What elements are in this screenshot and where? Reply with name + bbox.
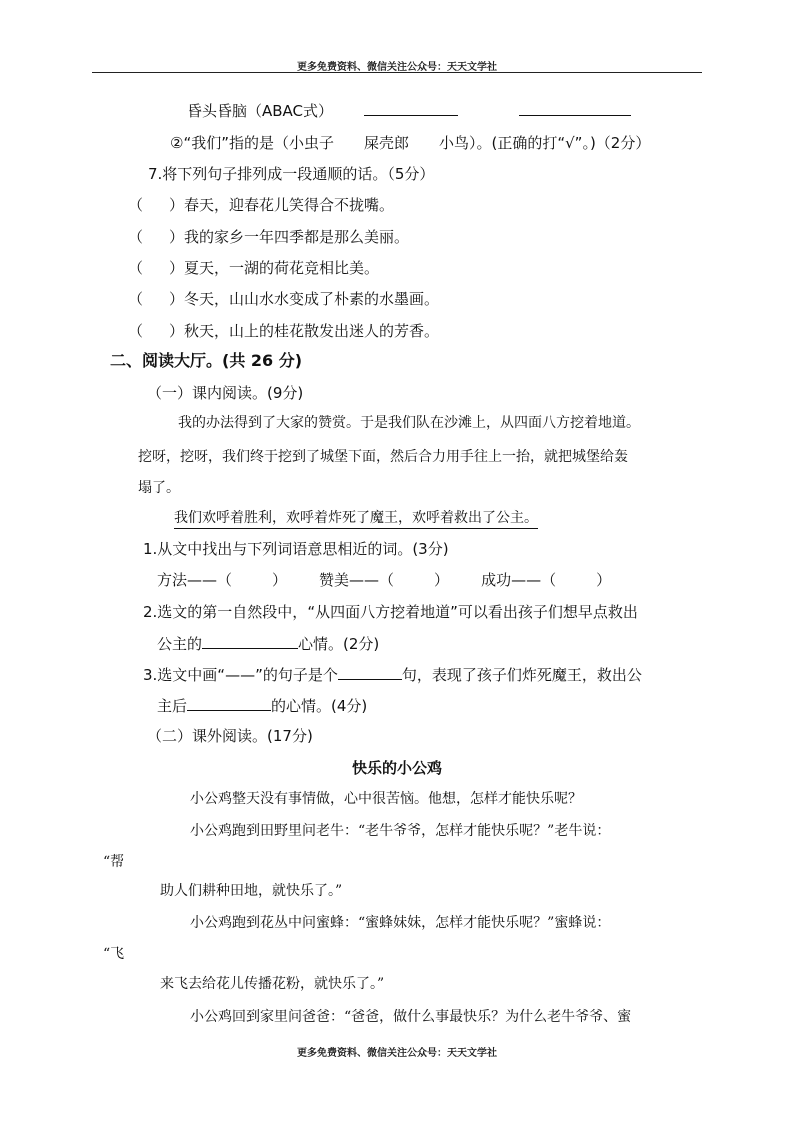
q7-item-text: 冬天，山山水水变成了朴素的水墨画。: [184, 290, 440, 308]
q6-sub2: ②“我们”指的是（小虫子 屎壳郎 小鸟）。(正确的打“√”。)（2分）: [170, 134, 651, 152]
paren-open: （: [128, 322, 144, 340]
q7-item-text: 夏天，一湖的荷花竞相比美。: [184, 259, 380, 277]
part2-title: （二）课外阅读。(17分): [147, 727, 313, 745]
paren-close: ）: [434, 571, 450, 589]
paren-close: ）: [272, 571, 288, 589]
q3-blank-1[interactable]: [338, 665, 402, 680]
paren-open: （: [128, 196, 144, 214]
p1-q3-line1: [143, 665, 642, 684]
q2-text-b: 心情。(2分): [298, 635, 380, 653]
paren-close: ）: [169, 290, 185, 308]
q7-item-text: 秋天，山上的桂花散发出迷人的芳香。: [184, 322, 440, 340]
q7-title: 7.将下列句子排列成一段通顺的话。（5分）: [148, 165, 435, 183]
q3-text-a: 3.选文中画“——”的句子是个: [143, 666, 338, 684]
story-line: 小公鸡回到家里问爸爸：“爸爸，做什么事最快乐？为什么老牛爷爷、蜜: [190, 1009, 632, 1025]
q7-item-row: [128, 290, 439, 308]
q3-text-d: 的心情。(4分): [271, 697, 368, 715]
q7-item-text: 我的家乡一年四季都是那么美丽。: [184, 228, 410, 246]
paren-close: ）: [169, 259, 185, 277]
p1-q2-line1: 2.选文的第一自然段中，“从四面八方挖着地道”可以看出孩子们想早点救出: [143, 603, 638, 621]
q7-item-text: 春天，迎春花儿笑得合不拢嘴。: [184, 196, 395, 214]
passage-underlined-sentence: 我们欢呼着胜利，欢呼着炸死了魔王，欢呼着救出了公主。: [174, 509, 538, 529]
q2-text-a: 公主的: [157, 635, 203, 653]
part1-title: （一）课内阅读。(9分): [147, 384, 304, 402]
page-header: 更多免费资料、微信关注公众号：天天文学社: [297, 62, 497, 73]
paren-close: ）: [596, 571, 612, 589]
passage-line: 塌了。: [138, 480, 180, 496]
story-line: “帮: [103, 854, 125, 870]
q6-word-label: 昏头昏脑（ABAC式）: [187, 102, 334, 120]
p1-q3-line2: [157, 696, 367, 715]
paren-close: ）: [169, 228, 185, 246]
q3-blank-2[interactable]: [187, 696, 271, 711]
paren-close: ）: [169, 322, 185, 340]
q6-blank-1[interactable]: [364, 101, 458, 116]
story-line: “飞: [103, 946, 125, 962]
q2-blank[interactable]: [202, 634, 298, 649]
q1-a-label: 方法——（: [157, 571, 233, 589]
q7-item-row: [128, 322, 439, 340]
paren-open: （: [128, 259, 144, 277]
q6-word-line: [187, 101, 631, 120]
paren-open: （: [128, 228, 144, 246]
q1-c-label: 成功——（: [481, 571, 557, 589]
q1-b-label: 赞美——（: [319, 571, 395, 589]
story-line: 小公鸡整天没有事情做，心中很苦恼。他想，怎样才能快乐呢？: [190, 791, 582, 807]
q7-item-row: [128, 196, 394, 214]
p1-q2-line2: [157, 634, 379, 653]
passage-line: 挖呀，挖呀，我们终于挖到了城堡下面，然后合力用手往上一抬，就把城堡给轰: [138, 449, 628, 465]
q6-blank-2[interactable]: [519, 101, 631, 116]
story-line: 来飞去给花儿传播花粉，就快乐了。”: [160, 976, 385, 992]
story-line: 小公鸡跑到花丛中问蜜蜂：“蜜蜂妹妹，怎样才能快乐呢？”蜜蜂说：: [190, 915, 611, 931]
paren-open: （: [128, 290, 144, 308]
story-line: 助人们耕种田地，就快乐了。”: [160, 883, 343, 899]
paren-close: ）: [169, 196, 185, 214]
passage-line: 我的办法得到了大家的赞赏。于是我们队在沙滩上，从四面八方挖着地道。: [178, 415, 640, 431]
q3-text-b: 句，表现了孩子们炸死魔王，救出公: [401, 666, 642, 684]
page-footer: 更多免费资料、微信关注公众号：天天文学社: [297, 1048, 497, 1059]
p1-q1-answers: [157, 571, 611, 589]
story-line: 小公鸡跑到田野里问老牛：“老牛爷爷，怎样才能快乐呢？”老牛说：: [190, 823, 611, 839]
q7-item-row: [128, 228, 409, 246]
q3-text-c: 主后: [157, 697, 188, 715]
story-title: 快乐的小公鸡: [351, 759, 442, 777]
q7-item-row: [128, 259, 379, 277]
header-rule: [92, 72, 702, 73]
p1-q1-title: 1.从文中找出与下列词语意思相近的词。(3分): [143, 540, 449, 558]
section2-title: 二、阅读大厅。(共 26 分): [110, 351, 303, 370]
